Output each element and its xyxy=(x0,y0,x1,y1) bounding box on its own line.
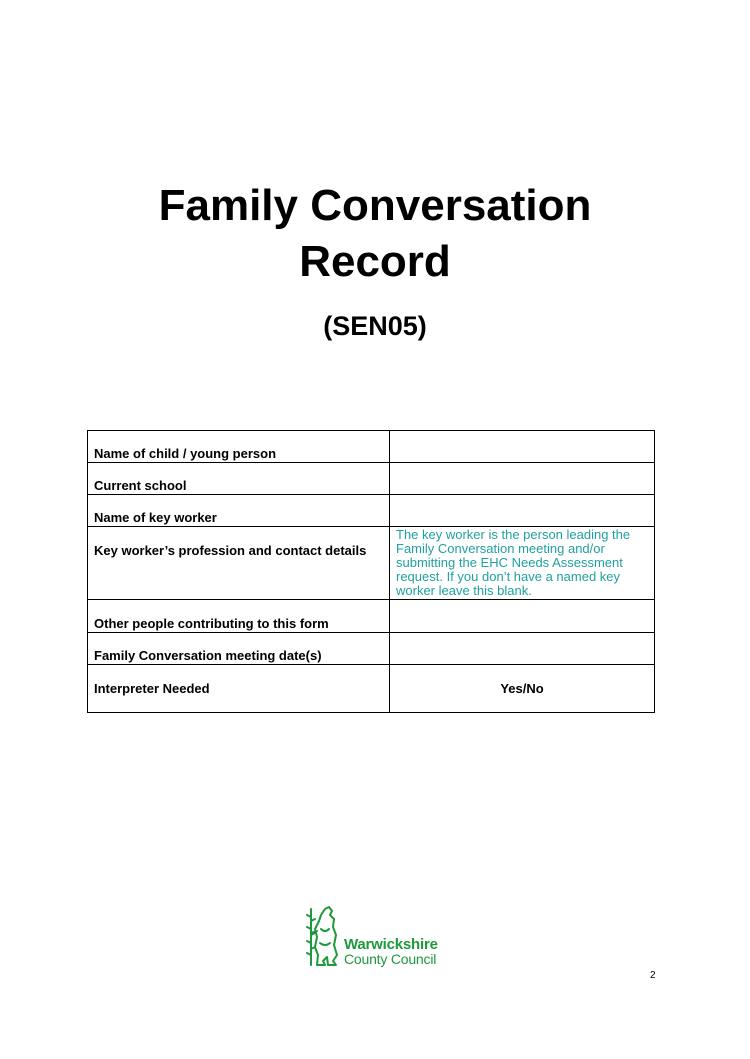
bear-and-ragged-staff-icon xyxy=(303,905,345,967)
interpreter-needed-label: Interpreter Needed xyxy=(88,665,390,713)
table-row xyxy=(88,665,655,713)
council-logo xyxy=(303,905,448,967)
other-contributors-field[interactable] xyxy=(390,600,655,633)
interpreter-needed-field[interactable]: Yes/No xyxy=(390,665,655,713)
table-row xyxy=(88,527,655,600)
council-logo-text xyxy=(344,937,438,967)
table-row xyxy=(88,431,655,463)
document-title-line-1: Family Conversation xyxy=(158,181,592,230)
key-worker-contact-label: Key worker’s profession and contact details xyxy=(88,527,390,600)
document-title-line-2: Record xyxy=(299,237,451,286)
current-school-field[interactable] xyxy=(390,463,655,495)
details-table xyxy=(87,430,655,713)
table-row xyxy=(88,463,655,495)
key-worker-name-field[interactable] xyxy=(390,495,655,527)
key-worker-contact-field[interactable]: The key worker is the person leading the Family Conversation meeting and/or submitting the EHC Needs Assessment request. If you don’t have a named key worker leave this blank. xyxy=(390,527,655,600)
child-name-field[interactable] xyxy=(390,431,655,463)
table-row xyxy=(88,600,655,633)
council-logo-line-2: County Council xyxy=(344,951,437,967)
child-name-label: Name of child / young person xyxy=(88,431,390,463)
table-row xyxy=(88,633,655,665)
page-number: 2 xyxy=(650,970,656,981)
document-title xyxy=(0,178,750,290)
table-row xyxy=(88,495,655,527)
key-worker-name-label: Name of key worker xyxy=(88,495,390,527)
current-school-label: Current school xyxy=(88,463,390,495)
council-logo-line-1: Warwickshire xyxy=(344,936,438,953)
meeting-dates-field[interactable] xyxy=(390,633,655,665)
other-contributors-label: Other people contributing to this form xyxy=(88,600,390,633)
form-code: (SEN05) xyxy=(323,311,427,341)
meeting-dates-label: Family Conversation meeting date(s) xyxy=(88,633,390,665)
